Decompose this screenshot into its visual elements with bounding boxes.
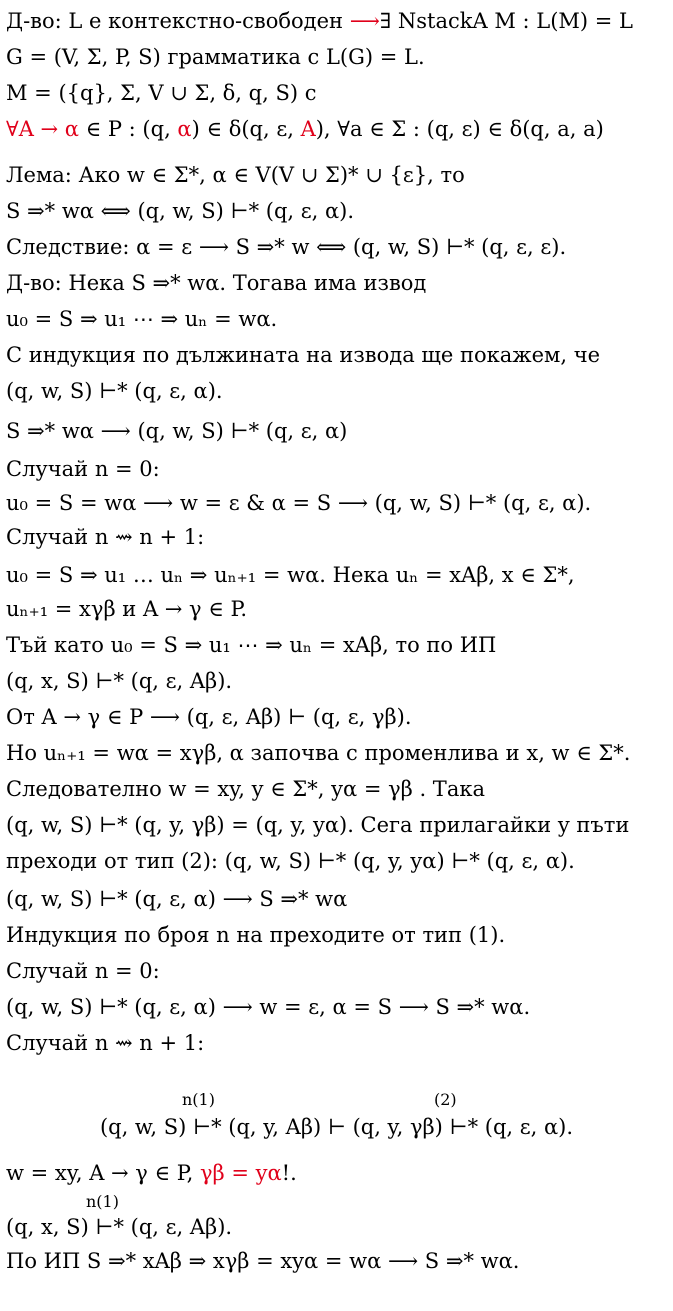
- lemma-line-2: S ⇒* wα ⟺ (q, w, S) ⊢* (q, ε, α).: [6, 199, 355, 223]
- part2-case0-body: (q, w, S) ⊢* (q, ε, α) ⟶ w = ε, α = S ⟶ S ⇒* wα.: [6, 995, 531, 1019]
- lemma-line-1: Лема: Ако w ∈ Σ*, α ∈ V(V ∪ Σ)* ∪ {ε}, то: [6, 163, 465, 187]
- display-superscript-2: (2): [434, 1090, 457, 1109]
- induction-intro-line: С индукция по дължината на извода ще покажем, че: [6, 343, 601, 367]
- part1-line-4: (q, x, S) ⊢* (q, ε, Aβ).: [6, 669, 233, 693]
- display-equation: (q, w, S) ⊢* (q, y, Aβ) ⊢ (q, y, γβ) ⊢* (q, ε, α).: [99, 1115, 574, 1139]
- display-superscript-n1: n(1): [182, 1090, 215, 1109]
- line3-superscript-n1: n(1): [86, 1192, 119, 1211]
- part1-line-6: Но uₙ₊₁ = wα = xγβ, α започва с променлива и x, w ∈ Σ*.: [6, 741, 631, 765]
- part2-line-3: (q, x, S) ⊢* (q, ε, Aβ).: [6, 1215, 233, 1239]
- implies-arrow-red: ⟶: [349, 9, 380, 33]
- part1-case0-label: Случай n = 0:: [6, 457, 160, 481]
- proof-start-line: Д-во: Нека S ⇒* wα. Тогава има извод: [6, 271, 427, 295]
- part1-line-9: преходи от тип (2): (q, w, S) ⊢* (q, y, yα) ⊢* (q, ε, α).: [6, 849, 575, 873]
- corollary-line: Следствие: α = ε ⟶ S ⇒* w ⟺ (q, w, S) ⊢* (q, ε, ε).: [6, 235, 567, 259]
- part1-line-8: (q, w, S) ⊢* (q, y, γβ) = (q, y, yα). Сега прилагайки y пъти: [6, 813, 630, 837]
- part2-case0-label: Случай n = 0:: [6, 959, 160, 983]
- part1-line-2: uₙ₊₁ = xγβ и A → γ ∈ P.: [6, 597, 248, 621]
- part1-heading: S ⇒* wα ⟶ (q, w, S) ⊢* (q, ε, α): [6, 419, 348, 443]
- part1-case0-body: u₀ = S = wα ⟶ w = ε & α = S ⟶ (q, w, S) ⊢* (q, ε, α).: [6, 491, 592, 515]
- theorem-line-2: G = (V, Σ, P, S) грамматика с L(G) = L.: [6, 45, 425, 69]
- theorem-line-4: ∀A → α ∈ P : (q, α) ∈ δ(q, ε, A), ∀a ∈ Σ : (q, ε) ∈ δ(q, a, a): [6, 117, 604, 141]
- contradiction-equation: γβ = yα: [199, 1161, 282, 1185]
- theorem-line-1: Д-во: L е контекстно-свободен ⟶∃ NstackA M : L(M) = L: [6, 9, 633, 33]
- induction-goal-line: (q, w, S) ⊢* (q, ε, α).: [6, 379, 223, 403]
- theorem-line-3: M = ({q}, Σ, V ∪ Σ, δ, q, S) с: [6, 81, 317, 105]
- part2-line-4: По ИП S ⇒* xAβ ⇒ xγβ = xyα = wα ⟶ S ⇒* wα.: [6, 1249, 520, 1273]
- part1-casen-label: Случай n ⇝ n + 1:: [6, 525, 205, 549]
- part2-line-1: Индукция по броя n на преходите от тип (1).: [6, 923, 506, 947]
- part2-heading: (q, w, S) ⊢* (q, ε, α) ⟶ S ⇒* wα: [6, 887, 348, 911]
- part1-line-3: Тъй като u₀ = S ⇒ u₁ ⋯ ⇒ uₙ = xAβ, то по ИП: [6, 633, 497, 657]
- part1-line-1: u₀ = S ⇒ u₁ … uₙ ⇒ uₙ₊₁ = wα. Нека uₙ = xAβ, x ∈ Σ*,: [6, 563, 575, 587]
- derivation-line: u₀ = S ⇒ u₁ ⋯ ⇒ uₙ = wα.: [6, 307, 278, 331]
- part1-line-5: От A → γ ∈ P ⟶ (q, ε, Aβ) ⊢ (q, ε, γβ).: [6, 705, 412, 729]
- part2-casen-label: Случай n ⇝ n + 1:: [6, 1031, 205, 1055]
- part2-line-2: w = xy, A → γ ∈ P, γβ = yα!.: [6, 1161, 297, 1185]
- part1-line-7: Следователно w = xy, y ∈ Σ*, yα = γβ . Така: [6, 777, 485, 801]
